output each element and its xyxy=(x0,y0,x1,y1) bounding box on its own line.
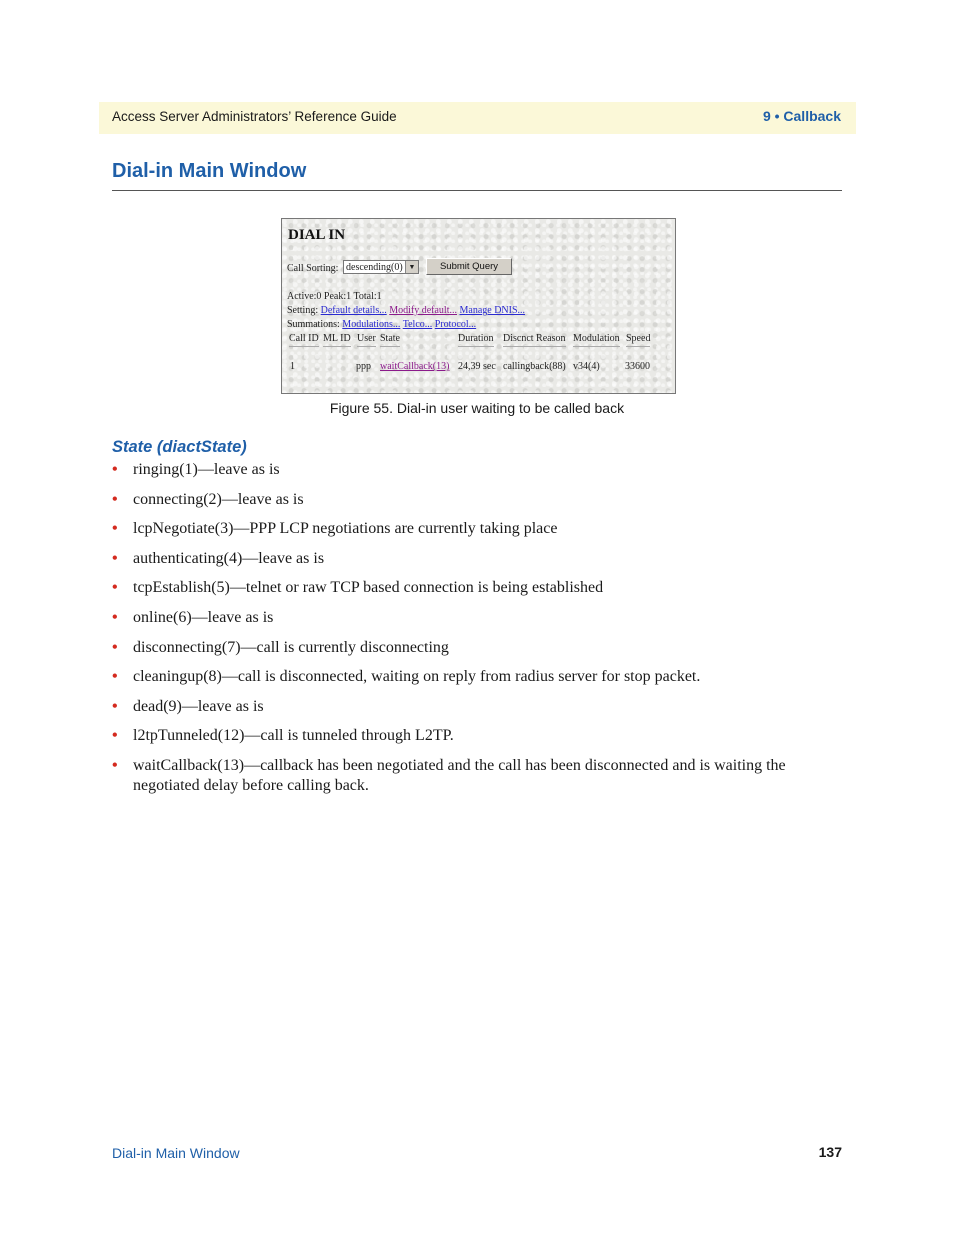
dial-in-figure xyxy=(281,218,676,394)
cell-speed: 33600 xyxy=(625,361,650,372)
submit-query-button[interactable]: Submit Query xyxy=(426,258,512,275)
list-item: • authenticating(4)—leave as is xyxy=(112,549,325,567)
bullet-icon: • xyxy=(112,579,118,597)
summations-label: Summations: xyxy=(287,319,340,330)
list-item: • waitCallback(13)—callback has been negotiated and the call has been disconnected and is waiting the negotiated delay before calling back. xyxy=(112,756,786,794)
cell-state-link[interactable]: waitCallback(13) xyxy=(380,361,450,372)
bullet-icon: • xyxy=(112,608,118,626)
modulations-link[interactable]: Modulations... xyxy=(342,319,401,330)
footer-section: Dial-in Main Window xyxy=(112,1145,240,1161)
chapter-label: 9 • Callback xyxy=(762,108,841,124)
dial-in-title: DIAL IN xyxy=(288,227,346,243)
bullet-icon: • xyxy=(112,461,118,478)
call-stats: Active:0 Peak:1 Total:1 xyxy=(287,291,382,302)
col-user: User xyxy=(357,333,376,344)
col-call-id: Call ID xyxy=(289,333,319,344)
list-item: • lcpNegotiate(3)—PPP LCP negotiations are currently taking place xyxy=(112,520,558,538)
call-sorting-select[interactable] xyxy=(343,260,419,274)
cell-modulation: v34(4) xyxy=(573,361,600,372)
setting-label: Setting: xyxy=(287,305,319,316)
bullet-icon: • xyxy=(112,668,118,686)
page-number: 137 xyxy=(818,1144,842,1160)
col-modulation: Modulation xyxy=(573,333,620,344)
cell-user: ppp xyxy=(356,361,371,372)
list-item: • tcpEstablish(5)—telnet or raw TCP based connection is being established xyxy=(112,579,604,597)
bullet-icon: • xyxy=(112,697,118,715)
list-item: • online(6)—leave as is xyxy=(112,608,274,626)
default-details-link[interactable]: Default details... xyxy=(320,305,387,316)
section-title: Dial-in Main Window xyxy=(112,160,307,182)
call-sorting-label: Call Sorting: xyxy=(287,263,339,274)
running-header xyxy=(99,102,856,134)
list-item: • dead(9)—leave as is xyxy=(112,697,264,715)
cell-discnct-reason: callingback(88) xyxy=(503,361,566,372)
col-duration: Duration xyxy=(458,333,494,344)
bullet-icon: • xyxy=(112,520,118,538)
protocol-link[interactable]: Protocol... xyxy=(434,319,477,330)
telco-link[interactable]: Telco... xyxy=(402,319,433,330)
figure-caption: Figure 55. Dial-in user waiting to be called back xyxy=(329,400,625,416)
setting-row xyxy=(287,305,525,316)
list-item: • cleaningup(8)—call is disconnected, waiting on reply from radius server for stop packet. xyxy=(112,668,701,686)
state-list xyxy=(112,460,832,806)
chevron-down-icon[interactable]: ▼ xyxy=(405,261,418,273)
bullet-icon: • xyxy=(112,756,118,774)
bullet-icon: • xyxy=(112,490,118,508)
manage-dnis-link[interactable]: Manage DNIS... xyxy=(459,305,526,316)
cell-duration: 24,39 sec xyxy=(458,361,496,372)
cell-call-id: 1 xyxy=(290,361,295,372)
list-item: • ringing(1)—leave as is xyxy=(112,461,280,478)
list-item: • l2tpTunneled(12)—call is tunneled through L2TP. xyxy=(112,727,454,745)
section-divider xyxy=(112,190,842,191)
modify-default-link[interactable]: Modify default... xyxy=(389,305,457,316)
col-state: State xyxy=(380,333,400,344)
bullet-icon: • xyxy=(112,727,118,745)
bullet-icon: • xyxy=(112,638,118,656)
guide-title: Access Server Administrators’ Reference Guide xyxy=(112,109,397,124)
bullet-icon: • xyxy=(112,549,118,567)
subheading-diactstate: State (diactState) xyxy=(112,438,247,456)
summations-row xyxy=(287,319,476,330)
col-speed: Speed xyxy=(626,333,651,344)
list-item: • disconnecting(7)—call is currently disconnecting xyxy=(112,638,449,656)
col-ml-id: ML ID xyxy=(323,333,351,344)
col-discnct-reason: Discnct Reason xyxy=(503,333,566,344)
list-item: • connecting(2)—leave as is xyxy=(112,490,304,508)
call-sorting-value: descending(0) xyxy=(346,262,403,273)
